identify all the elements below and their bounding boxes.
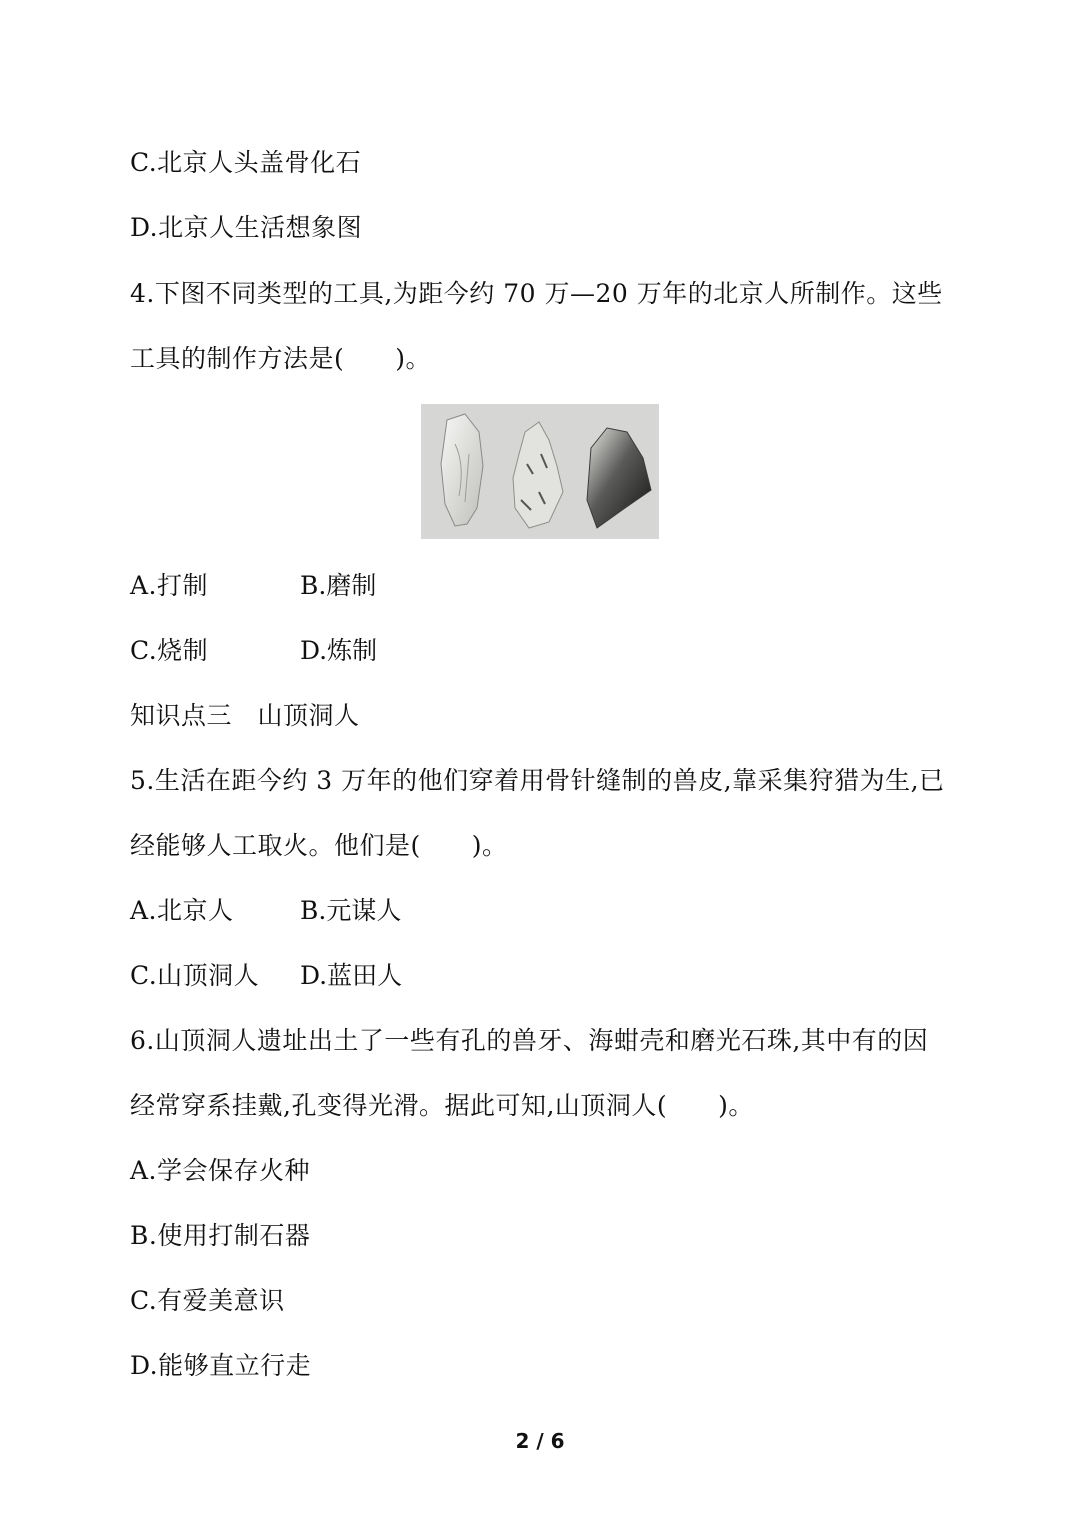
- q4-option-d: D.炼制: [300, 636, 378, 665]
- q3-option-c: C.北京人头盖骨化石: [130, 148, 362, 177]
- q5-stem-line2: 经能够人工取火。他们是( )。: [130, 831, 508, 860]
- q4-option-c: C.烧制: [130, 636, 209, 665]
- stone-tool-3: [587, 428, 651, 528]
- q3-option-d: D.北京人生活想象图: [130, 213, 363, 242]
- q4-stem-line2: 工具的制作方法是( )。: [130, 344, 432, 373]
- stone-tool-1: [441, 414, 483, 526]
- stone-tools-figure: [421, 404, 659, 539]
- q5-option-c: C.山顶洞人: [130, 961, 260, 990]
- page-number: 2 / 6: [515, 1429, 565, 1453]
- q6-option-b: B.使用打制石器: [130, 1221, 311, 1250]
- q4-option-a: A.打制: [130, 571, 209, 600]
- q5-option-b: B.元谋人: [300, 896, 402, 925]
- q6-option-d: D.能够直立行走: [130, 1351, 312, 1380]
- q5-stem-line1: 5.生活在距今约 3 万年的他们穿着用骨针缝制的兽皮,靠采集狩猎为生,已: [130, 766, 945, 795]
- q4-option-b: B.磨制: [300, 571, 377, 600]
- stone-tools-illustration: [421, 404, 659, 539]
- q5-option-a: A.北京人: [130, 896, 234, 925]
- q6-option-c: C.有爱美意识: [130, 1286, 285, 1315]
- q6-option-a: A.学会保存火种: [130, 1156, 311, 1185]
- stone-tool-2: [513, 422, 563, 528]
- q6-stem-line2: 经常穿系挂戴,孔变得光滑。据此可知,山顶洞人( )。: [130, 1091, 754, 1120]
- q5-option-d: D.蓝田人: [300, 961, 403, 990]
- section-title: 知识点三 山顶洞人: [130, 701, 360, 730]
- q4-stem-line1: 4.下图不同类型的工具,为距今约 70 万—20 万年的北京人所制作。这些: [130, 279, 943, 308]
- q6-stem-line1: 6.山顶洞人遗址出土了一些有孔的兽牙、海蚶壳和磨光石珠,其中有的因: [130, 1026, 929, 1055]
